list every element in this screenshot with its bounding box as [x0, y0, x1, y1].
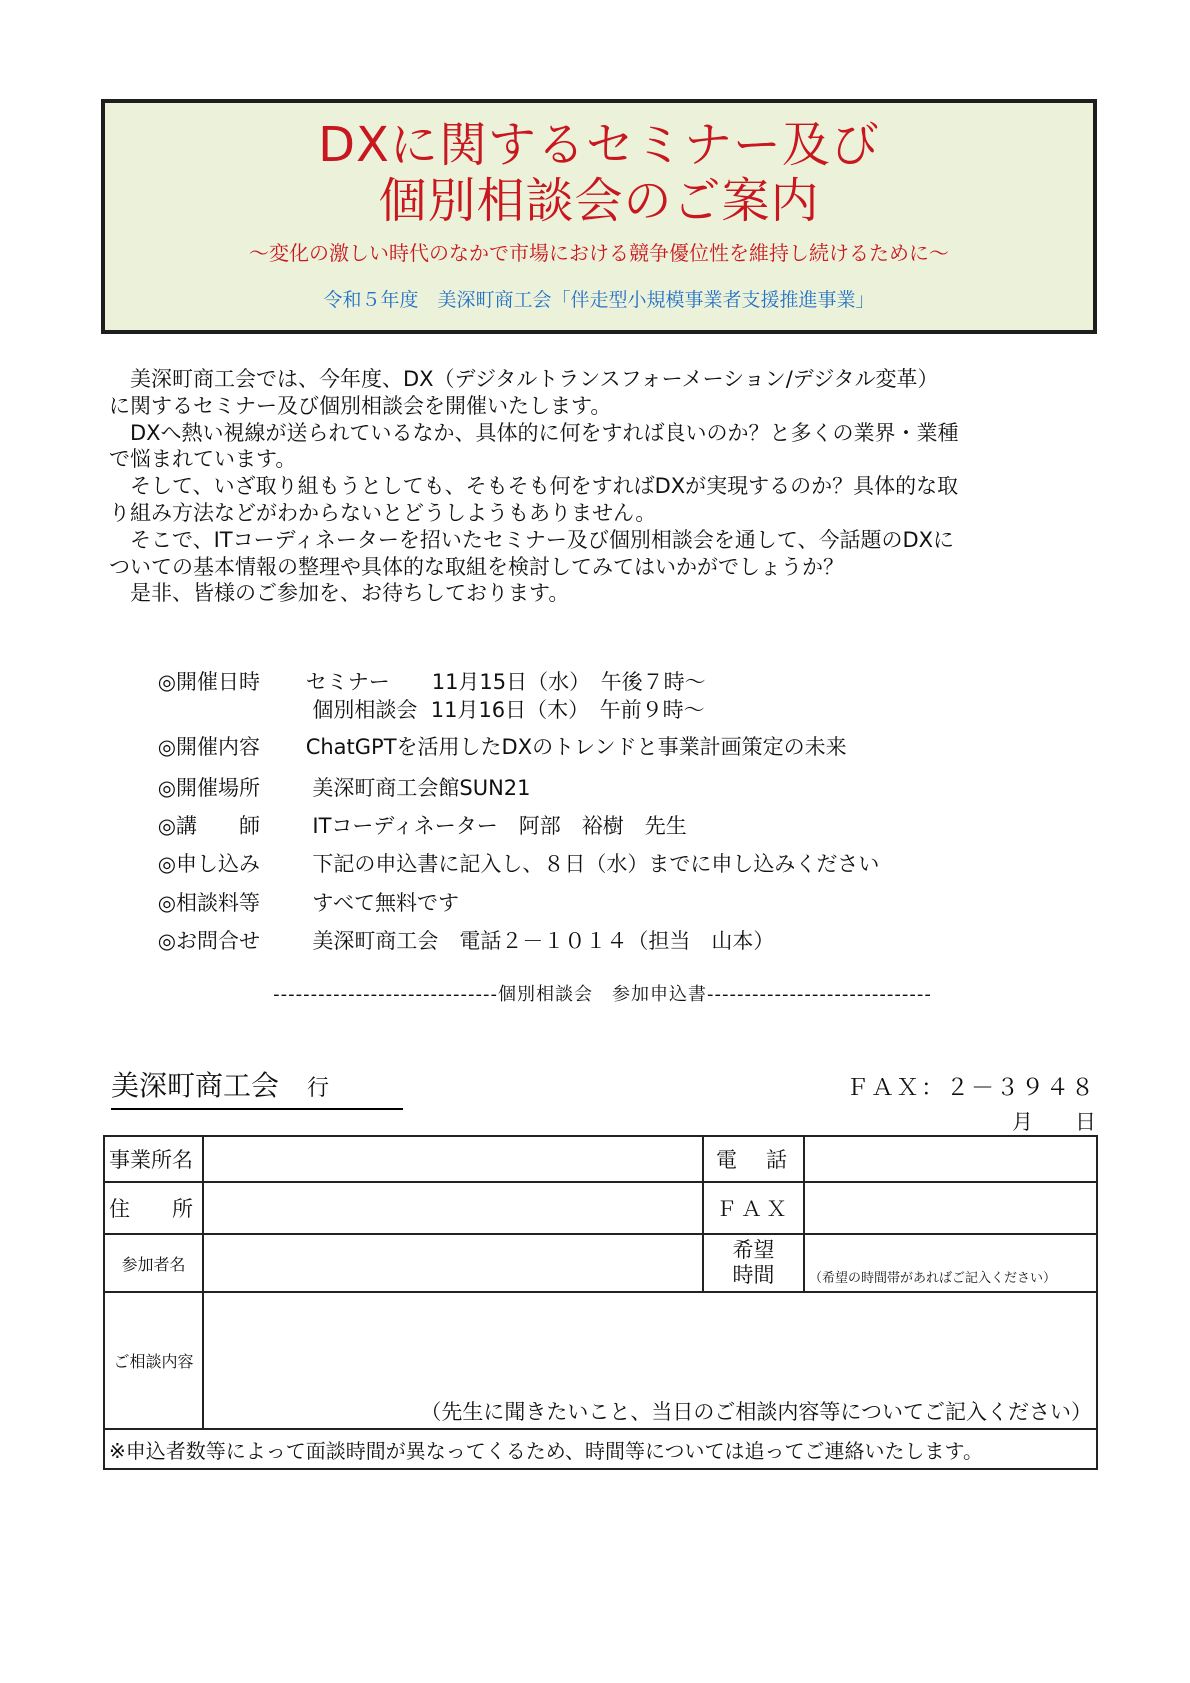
fax-label: ＦＡＸ [703, 1182, 804, 1234]
form-date: 月 日 [1012, 1110, 1096, 1134]
detail-fee-value: すべて無料です [305, 891, 459, 915]
preferred-time-field[interactable] [804, 1234, 1097, 1292]
detail-contact-value: 美深町商工会 電話２－１０１４（担当 山本） [305, 929, 775, 953]
form-row-participant [104, 1234, 1097, 1292]
address-field[interactable] [203, 1182, 703, 1234]
detail-date-label: ◎開催日時 [157, 670, 261, 694]
intro-text [109, 366, 1089, 607]
form-row-footer [104, 1429, 1097, 1469]
intro-line: に関するセミナー及び個別相談会を開催いたします。 [109, 393, 612, 418]
title-line-1: DXに関するセミナー及び [318, 117, 880, 173]
consult-label: ご相談内容 [104, 1292, 203, 1429]
preferred-time-label [703, 1234, 804, 1292]
intro-line: そこで、ITコーディネーターを招いたセミナー及び個別相談会を通して、今話題のDXに [109, 527, 955, 552]
detail-apply-value: 下記の申込書に記入し、８日（水）までに申し込みください [305, 852, 880, 876]
program-name: 令和５年度 美深町商工会「伴走型小規模事業者支援推進事業」 [323, 289, 875, 311]
addressee-suffix: 行 [307, 1076, 330, 1101]
detail-venue-label: ◎開催場所 [157, 776, 261, 800]
participant-label: 参加者名 [104, 1234, 203, 1292]
application-form [103, 1135, 1098, 1470]
business-label: 事業所名 [104, 1136, 203, 1182]
detail-content-value: ChatGPTを活用したDXのトレンドと事業計画策定の未来 [305, 735, 847, 759]
business-field[interactable] [203, 1136, 703, 1182]
intro-line: そして、いざ取り組もうとしても、そもそも何をすればDXが実現するのか？具体的な取 [109, 474, 959, 499]
subtitle: ～変化の激しい時代のなかで市場における競争優位性を維持し続けるために～ [249, 241, 949, 265]
form-row-consult [104, 1292, 1097, 1429]
preferred-time-note: （希望の時間帯があればご記入ください） [809, 1271, 1057, 1286]
detail-apply-label: ◎申し込み [157, 852, 261, 876]
detail-contact [131, 901, 774, 979]
intro-line: 美深町商工会では、今年度、DX（デジタルトランスフォーメーション/デジタル変革） [109, 367, 939, 391]
intro-line: り組み方法などがわからないとどうしようもありません。 [109, 500, 657, 525]
form-addressee [111, 1064, 403, 1110]
detail-content-label: ◎開催内容 [157, 735, 261, 759]
footer-note: ※申込者数等によって面談時間が異なってくるため、時間等については追ってご連絡いたします。 [104, 1429, 1097, 1469]
detail-date-value-2: 個別相談会 11月16日（木） 午前９時～ [305, 698, 705, 722]
intro-line: で悩まれています。 [109, 447, 297, 472]
detail-venue-value: 美深町商工会館SUN21 [305, 776, 531, 800]
phone-field[interactable] [804, 1136, 1097, 1182]
detail-date-value-1: セミナー 11月15日（水） 午後７時～ [305, 670, 706, 694]
participant-field[interactable] [203, 1234, 703, 1292]
consult-note: （先生に聞きたいこと、当日のご相談内容等についてご記入ください） [420, 1400, 1092, 1424]
address-label: 住 所 [104, 1182, 203, 1234]
addressee-name: 美深町商工会 [111, 1069, 280, 1102]
intro-line: 是非、皆様のご参加を、お待ちしております。 [109, 581, 570, 606]
form-row-business [104, 1136, 1097, 1182]
cut-line-divider: ------------------------------個別相談会 参加申込書------------------------------ [273, 984, 932, 1005]
intro-line: DXへ熱い視線が送られているなか、具体的に何をすれば良いのか？と多くの業界・業種 [109, 420, 959, 445]
fax-field[interactable] [804, 1182, 1097, 1234]
fax-number: ＦＡＸ：２－３９４８ [846, 1075, 1096, 1101]
phone-label: 電 話 [703, 1136, 804, 1182]
consult-field[interactable] [203, 1292, 1097, 1429]
detail-contact-label: ◎お問合せ [157, 929, 261, 953]
preferred-label-1: 希望 [732, 1238, 775, 1262]
detail-lecturer-label: ◎講 師 [157, 814, 261, 838]
preferred-label-2: 時間 [732, 1263, 775, 1287]
form-row-address [104, 1182, 1097, 1234]
detail-fee-label: ◎相談料等 [157, 891, 261, 915]
title-line-2: 個別相談会のご案内 [378, 173, 820, 229]
detail-lecturer-value: ITコーディネーター 阿部 裕樹 先生 [305, 814, 687, 838]
intro-line: ついての基本情報の整理や具体的な取組を検討してみてはいかがでしょうか？ [109, 554, 844, 579]
header-box [101, 99, 1097, 334]
